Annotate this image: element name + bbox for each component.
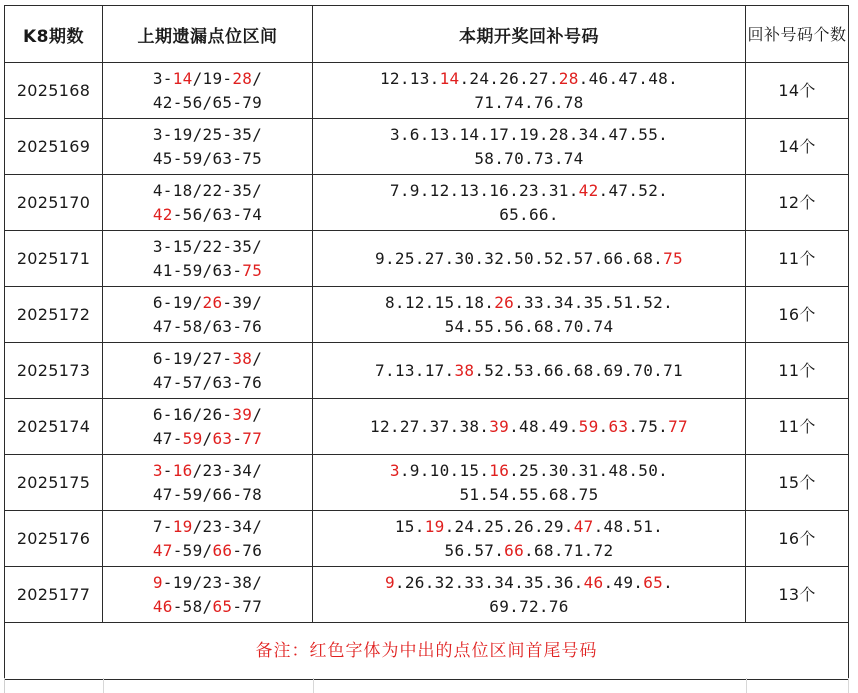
numbers-cell-line <box>313 147 745 171</box>
number-text: - <box>232 428 243 448</box>
range-cell-line <box>103 235 312 259</box>
highlighted-number: 46 <box>152 596 173 616</box>
range-cell-line <box>103 427 312 451</box>
highlighted-number: 39 <box>489 416 510 436</box>
number-text: .75. <box>628 416 669 436</box>
highlighted-number: 26 <box>494 292 515 312</box>
number-text: .49. <box>603 572 644 592</box>
empty-row-strip <box>4 678 849 693</box>
number-text: -76 <box>232 540 263 560</box>
number-text: -58/ <box>172 596 213 616</box>
period-cell: 2025169 <box>5 119 103 175</box>
number-text: 58.70.73.74 <box>474 148 584 168</box>
range-cell <box>103 63 313 119</box>
number-text: 7.9.12.13.16.23.31. <box>389 180 579 200</box>
highlighted-number: 47 <box>152 540 173 560</box>
header-range: 上期遗漏点位区间 <box>103 6 313 63</box>
numbers-cell <box>313 287 746 343</box>
number-text: 12.13. <box>379 68 440 88</box>
number-text: 7.13.17. <box>375 360 455 380</box>
highlighted-number: 9 <box>152 572 163 592</box>
highlighted-number: 66 <box>504 540 525 560</box>
range-cell-line <box>103 483 312 507</box>
numbers-cell-line <box>313 91 745 115</box>
count-cell: 11个 <box>746 399 849 455</box>
numbers-cell <box>313 455 746 511</box>
range-cell-line <box>103 571 312 595</box>
range-cell-line <box>103 315 312 339</box>
count-cell: 15个 <box>746 455 849 511</box>
range-cell <box>103 511 313 567</box>
highlighted-number: 38 <box>454 360 475 380</box>
count-cell: 14个 <box>746 63 849 119</box>
number-text: 6-19/27- <box>152 348 233 368</box>
count-cell: 13个 <box>746 567 849 623</box>
range-cell-line <box>103 371 312 395</box>
count-cell: 16个 <box>746 287 849 343</box>
highlighted-number: 42 <box>152 204 173 224</box>
number-text: /23-34/ <box>192 516 263 536</box>
number-text: / <box>252 68 263 88</box>
highlighted-number: 16 <box>489 460 510 480</box>
numbers-cell <box>313 511 746 567</box>
number-text: .24.25.26.29. <box>444 516 574 536</box>
number-text: 47-58/63-76 <box>152 316 263 336</box>
number-text: .9.10.15. <box>399 460 490 480</box>
number-text: 47-59/66-78 <box>152 484 263 504</box>
number-text: .52.53.66.68.69.70.71 <box>474 360 683 380</box>
range-cell-line <box>103 259 312 283</box>
range-cell-line <box>103 123 312 147</box>
number-text: 65.66. <box>499 204 559 224</box>
period-cell: 2025173 <box>5 343 103 399</box>
highlighted-number: 65 <box>212 596 233 616</box>
number-text: .47.52. <box>598 180 669 200</box>
numbers-cell-line <box>313 315 745 339</box>
number-text: .33.34.35.51.52. <box>514 292 674 312</box>
count-cell: 12个 <box>746 175 849 231</box>
highlighted-number: 75 <box>663 248 683 268</box>
number-text: 42-56/65-79 <box>152 92 263 112</box>
range-cell-line <box>103 539 312 563</box>
range-cell <box>103 399 313 455</box>
number-text: 54.55.56.68.70.74 <box>444 316 614 336</box>
numbers-cell-line <box>313 179 745 203</box>
highlighted-number: 46 <box>583 572 604 592</box>
numbers-cell <box>313 567 746 623</box>
highlighted-number: 19 <box>424 516 445 536</box>
highlighted-number: 9 <box>384 572 395 592</box>
number-text: 69.72.76 <box>489 596 569 616</box>
numbers-cell-line <box>313 291 745 315</box>
number-text: / <box>202 428 213 448</box>
highlighted-number: 14 <box>172 68 193 88</box>
number-text: / <box>252 404 263 424</box>
table-row <box>5 343 849 399</box>
table-row <box>5 231 849 287</box>
numbers-cell-line <box>313 539 745 563</box>
period-cell: 2025174 <box>5 399 103 455</box>
highlighted-number: 3 <box>389 460 400 480</box>
header-row <box>5 6 849 63</box>
header-period: K8期数 <box>5 6 103 63</box>
range-cell-line <box>103 291 312 315</box>
range-cell-line <box>103 515 312 539</box>
number-text: .48.51. <box>593 516 664 536</box>
period-cell: 2025175 <box>5 455 103 511</box>
numbers-cell-line <box>313 247 745 271</box>
range-cell-line <box>103 67 312 91</box>
table-row <box>5 567 849 623</box>
range-cell-line <box>103 91 312 115</box>
highlighted-number: 75 <box>242 260 263 280</box>
numbers-cell <box>313 63 746 119</box>
numbers-cell <box>313 343 746 399</box>
number-text: -59/ <box>172 540 213 560</box>
numbers-cell-line <box>313 359 745 383</box>
highlighted-number: 47 <box>573 516 594 536</box>
highlighted-number: 19 <box>172 516 193 536</box>
period-cell: 2025177 <box>5 567 103 623</box>
highlighted-number: 3 <box>152 460 163 480</box>
highlighted-number: 65 <box>643 572 664 592</box>
period-cell: 2025168 <box>5 63 103 119</box>
range-cell-line <box>103 403 312 427</box>
number-text: . <box>598 416 609 436</box>
table-row <box>5 175 849 231</box>
number-text: .24.26.27. <box>459 68 559 88</box>
range-cell-line <box>103 459 312 483</box>
highlighted-number: 28 <box>558 68 579 88</box>
highlighted-number: 28 <box>232 68 253 88</box>
period-cell: 2025171 <box>5 231 103 287</box>
numbers-cell-line <box>313 459 745 483</box>
number-text: -56/63-74 <box>172 204 263 224</box>
number-text: 12.27.37.38. <box>370 416 490 436</box>
numbers-cell-line <box>313 595 745 619</box>
number-text: . <box>663 572 674 592</box>
range-cell <box>103 231 313 287</box>
table-row <box>5 119 849 175</box>
table-row <box>5 399 849 455</box>
number-text: -39/ <box>222 292 263 312</box>
header-count: 回补号码个数 <box>746 6 849 63</box>
range-cell-line <box>103 595 312 619</box>
number-text: 7- <box>152 516 173 536</box>
numbers-cell-line <box>313 571 745 595</box>
highlighted-number: 39 <box>232 404 253 424</box>
number-text: 6-19/ <box>152 292 203 312</box>
count-cell: 16个 <box>746 511 849 567</box>
table-body <box>5 63 849 623</box>
numbers-cell-line <box>313 483 745 507</box>
range-cell <box>103 287 313 343</box>
table-row <box>5 455 849 511</box>
number-text: 47- <box>152 428 183 448</box>
count-cell: 11个 <box>746 231 849 287</box>
numbers-cell <box>313 399 746 455</box>
highlighted-number: 14 <box>439 68 460 88</box>
range-cell-line <box>103 179 312 203</box>
range-cell <box>103 455 313 511</box>
highlighted-number: 63 <box>608 416 629 436</box>
number-text: 9.25.27.30.32.50.52.57.66.68. <box>375 248 664 268</box>
number-text: -77 <box>232 596 263 616</box>
number-text: 56.57. <box>444 540 505 560</box>
numbers-cell-line <box>313 123 745 147</box>
number-text: 3.6.13.14.17.19.28.34.47.55. <box>389 124 669 144</box>
numbers-cell-line <box>313 67 745 91</box>
period-cell: 2025170 <box>5 175 103 231</box>
table-row <box>5 287 849 343</box>
number-text: .46.47.48. <box>578 68 678 88</box>
number-text: 41-59/63- <box>152 260 243 280</box>
highlighted-number: 59 <box>578 416 599 436</box>
table-row <box>5 63 849 119</box>
range-cell <box>103 119 313 175</box>
range-cell-line <box>103 203 312 227</box>
number-text: .26.32.33.34.35.36. <box>394 572 584 592</box>
number-text: .68.71.72 <box>524 540 614 560</box>
lottery-table <box>4 5 849 680</box>
number-text: .25.30.31.48.50. <box>509 460 669 480</box>
highlighted-number: 77 <box>242 428 263 448</box>
number-text: 6-16/26- <box>152 404 233 424</box>
count-cell: 14个 <box>746 119 849 175</box>
range-cell <box>103 343 313 399</box>
numbers-cell <box>313 119 746 175</box>
note-text: 备注：红色字体为中出的点位区间首尾号码 <box>5 623 849 680</box>
number-text: / <box>252 348 263 368</box>
numbers-cell-line <box>313 415 745 439</box>
highlighted-number: 16 <box>172 460 193 480</box>
number-text: - <box>162 460 173 480</box>
range-cell <box>103 567 313 623</box>
number-text: .48.49. <box>509 416 579 436</box>
range-cell-line <box>103 147 312 171</box>
header-numbers: 本期开奖回补号码 <box>313 6 746 63</box>
highlighted-number: 26 <box>202 292 223 312</box>
number-text: -19/23-38/ <box>162 572 263 592</box>
number-text: 51.54.55.68.75 <box>459 484 599 504</box>
number-text: 8.12.15.18. <box>384 292 495 312</box>
numbers-cell-line <box>313 203 745 227</box>
highlighted-number: 38 <box>232 348 253 368</box>
number-text: /19- <box>192 68 233 88</box>
highlighted-number: 59 <box>182 428 203 448</box>
number-text: 4-18/22-35/ <box>152 180 263 200</box>
numbers-cell-line <box>313 515 745 539</box>
numbers-cell <box>313 231 746 287</box>
table-row <box>5 511 849 567</box>
range-cell-line <box>103 347 312 371</box>
note-row <box>5 623 849 680</box>
highlighted-number: 42 <box>578 180 599 200</box>
highlighted-number: 77 <box>668 416 688 436</box>
period-cell: 2025172 <box>5 287 103 343</box>
number-text: 3-19/25-35/ <box>152 124 263 144</box>
number-text: 71.74.76.78 <box>474 92 584 112</box>
range-cell <box>103 175 313 231</box>
numbers-cell <box>313 175 746 231</box>
number-text: 15. <box>394 516 425 536</box>
number-text: 3-15/22-35/ <box>152 236 263 256</box>
number-text: 45-59/63-75 <box>152 148 263 168</box>
number-text: 47-57/63-76 <box>152 372 263 392</box>
number-text: 3- <box>152 68 173 88</box>
period-cell: 2025176 <box>5 511 103 567</box>
highlighted-number: 63 <box>212 428 233 448</box>
number-text: /23-34/ <box>192 460 263 480</box>
count-cell: 11个 <box>746 343 849 399</box>
highlighted-number: 66 <box>212 540 233 560</box>
